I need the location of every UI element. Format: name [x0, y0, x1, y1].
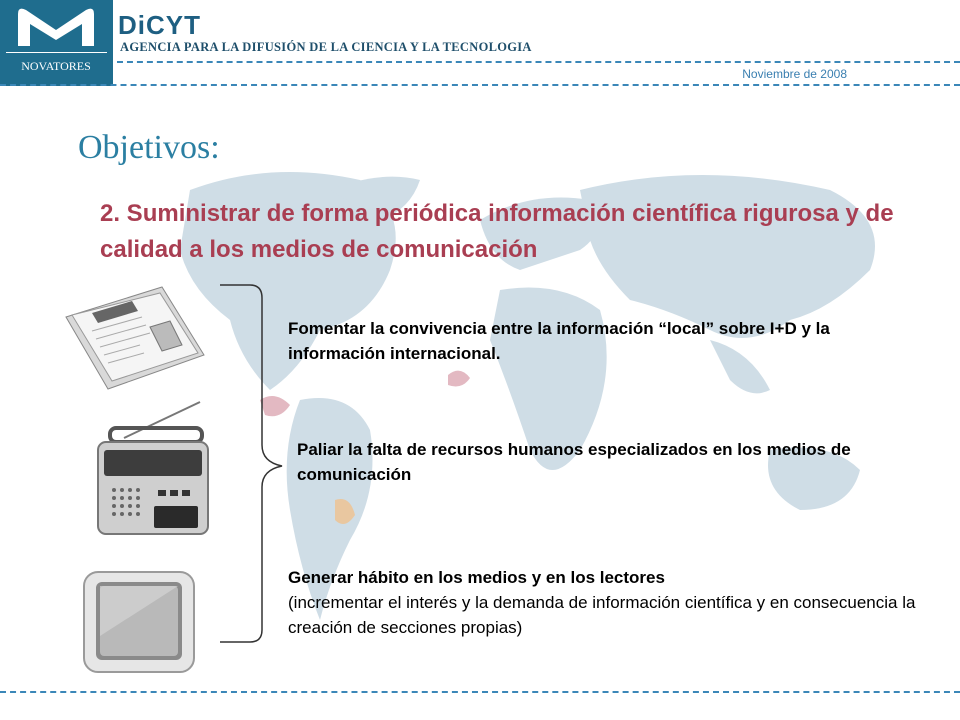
objective-heading: Generar hábito en los medios y en los lectores	[288, 568, 665, 587]
novatores-logo	[0, 0, 113, 86]
header-divider-lower	[0, 84, 960, 86]
objective-item	[288, 565, 958, 640]
brand-name: DiCYT	[118, 10, 201, 40]
radio-icon	[84, 398, 212, 538]
objective-text: (incrementar el interés y la demanda de información científica y en consecuencia la creación de secciones propias)	[288, 593, 916, 637]
slide-subtitle: 2. Suministrar de forma periódica información científica rigurosa y de calidad a los medios de comunicación	[100, 200, 894, 263]
grouping-brace	[210, 280, 290, 650]
tv-icon	[76, 566, 200, 678]
objective-text: Fomentar la convivencia entre la información “local” sobre I+D y la información internacional.	[288, 319, 830, 363]
objective-item	[288, 316, 888, 366]
footer-divider	[0, 691, 960, 693]
newspaper-icon	[62, 283, 208, 393]
slide-title: Objetivos:	[78, 129, 220, 166]
objective-item	[297, 437, 917, 487]
logo-text: NOVATORES	[21, 59, 91, 73]
objective-text: Paliar la falta de recursos humanos especializados en los medios de comunicación	[297, 440, 851, 484]
agency-name: AGENCIA PARA LA DIFUSIÓN DE LA CIENCIA Y LA TECNOLOGIA	[120, 40, 532, 54]
header-divider	[117, 61, 960, 63]
date-label: Noviembre de 2008	[742, 67, 847, 81]
